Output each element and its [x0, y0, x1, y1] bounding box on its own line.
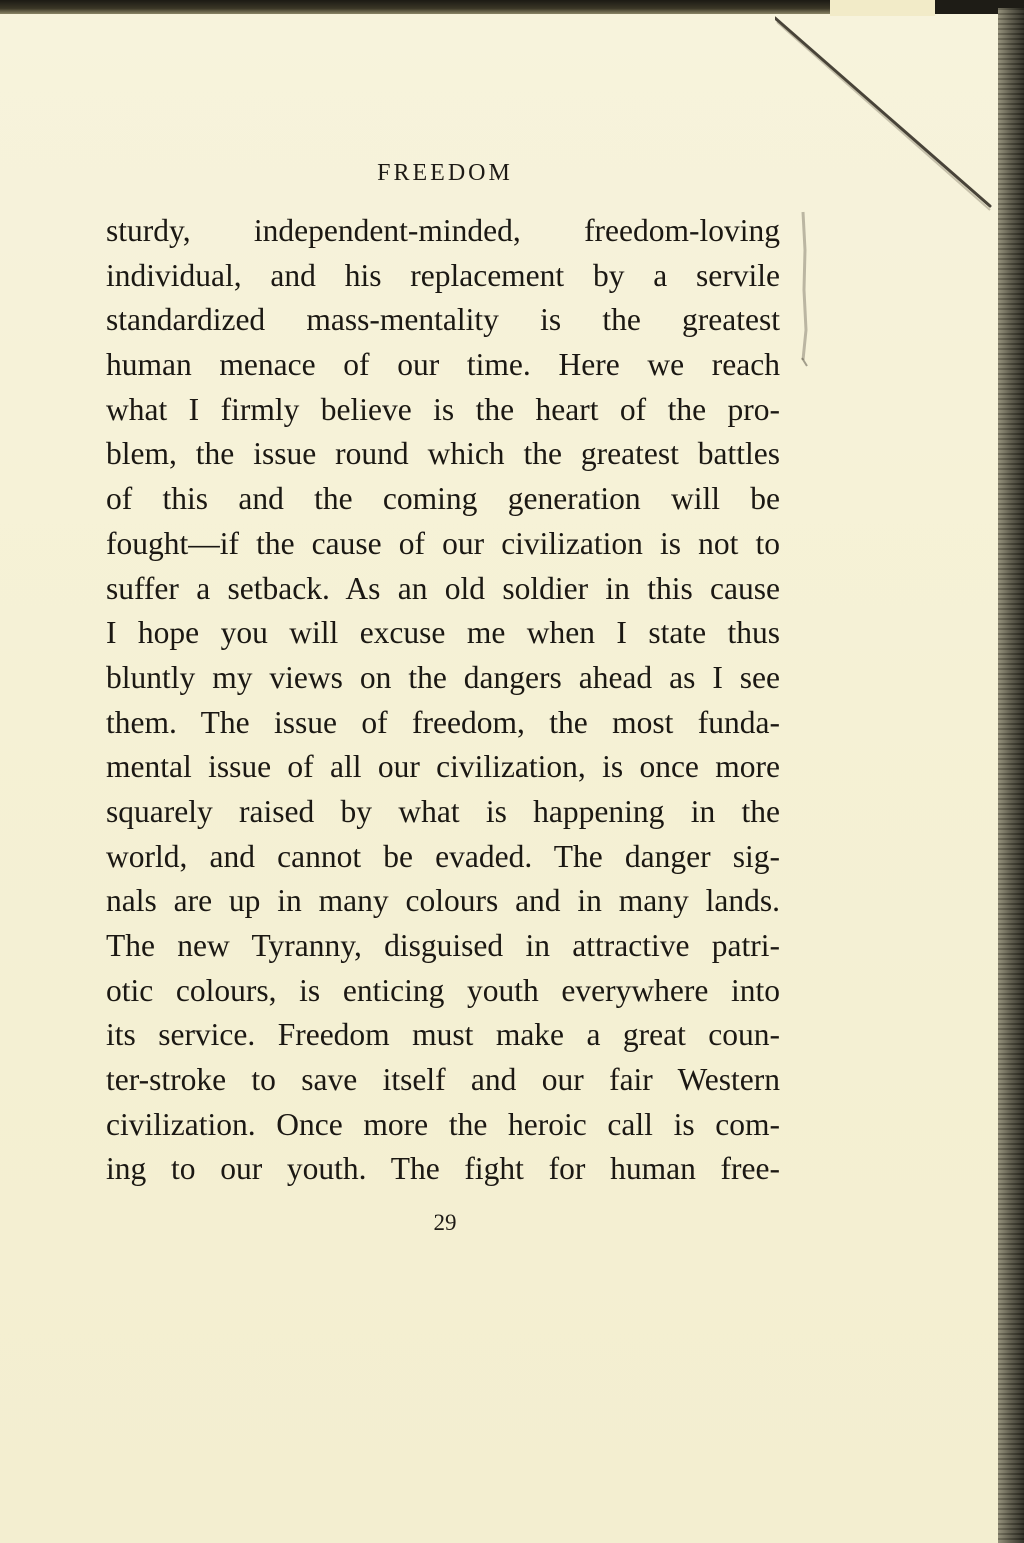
- text-line: them. The issue of freedom, the most funda-: [106, 704, 780, 740]
- text-line: I hope you will excuse me when I state thus: [106, 615, 780, 651]
- text-line: otic colours, is enticing youth everywhere into: [106, 972, 780, 1008]
- running-head: FREEDOM: [377, 160, 513, 186]
- text-line: blem, the issue round which the greatest battles: [106, 436, 780, 472]
- text-line: bluntly my views on the dangers ahead as I see: [106, 659, 780, 695]
- page-edge-shadow: [796, 210, 810, 370]
- text-line: suffer a setback. As an old soldier in this cause: [106, 570, 780, 606]
- body-text: [106, 209, 780, 1192]
- page-top-gap: [830, 0, 935, 16]
- text-line: its service. Freedom must make a great coun-: [106, 1017, 780, 1053]
- text-line: what I firmly believe is the heart of the pro-: [106, 391, 780, 427]
- text-line: civilization. Once more the heroic call is com-: [106, 1106, 780, 1142]
- text-line: of this and the coming generation will be: [106, 481, 780, 517]
- text-line: world, and cannot be evaded. The danger sig-: [106, 838, 780, 874]
- page-number: 29: [433, 1210, 457, 1235]
- text-line: fought—if the cause of our civilization is not to: [106, 525, 780, 561]
- text-line: squarely raised by what is happening in the: [106, 793, 780, 829]
- text-line: ter-stroke to save itself and our fair Western: [106, 1062, 780, 1098]
- text-line: ing to our youth. The fight for human free-: [106, 1151, 780, 1187]
- book-binding: [998, 8, 1024, 1543]
- text-line: sturdy, independent-minded, freedom-loving: [106, 213, 780, 248]
- page-top-edge: [0, 0, 830, 14]
- text-line: human menace of our time. Here we reach: [106, 347, 780, 383]
- text-line: individual, and his replacement by a servile: [106, 257, 780, 293]
- text-line: nals are up in many colours and in many lands.: [106, 883, 780, 919]
- text-line: mental issue of all our civilization, is once more: [106, 749, 780, 785]
- text-line: standardized mass-mentality is the greatest: [106, 302, 780, 338]
- text-line: The new Tyranny, disguised in attractive patri-: [106, 928, 780, 963]
